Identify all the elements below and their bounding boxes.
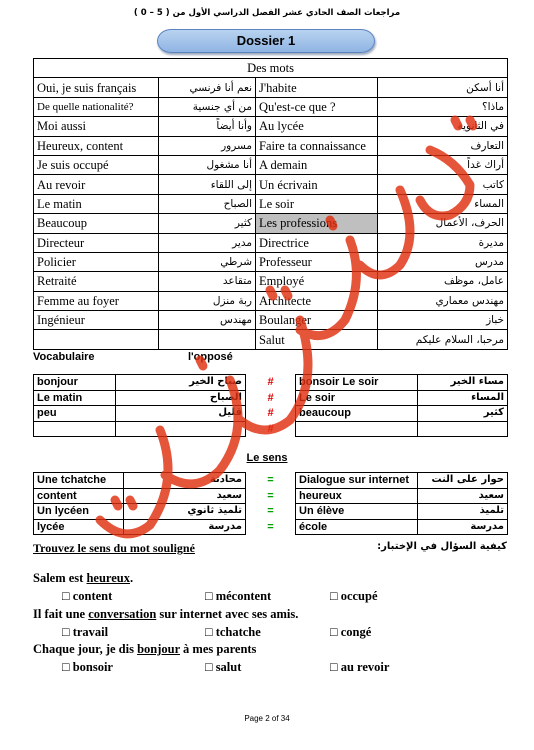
option-label: travail	[72, 625, 109, 639]
opp-ar-opposite: المساء	[418, 390, 508, 406]
vocab-row	[34, 175, 508, 194]
sens-row	[34, 519, 508, 535]
opp-fr-opposite: beaucoup	[296, 406, 418, 422]
checkbox-icon[interactable]: □	[330, 589, 338, 603]
sens-fr-word: lycée	[34, 519, 124, 535]
vocab-fr-right: Les professions	[256, 214, 378, 233]
vocab-ar-left: أنا مشغول	[159, 155, 256, 174]
option-label: salut	[215, 660, 242, 674]
vocab-ar-left	[159, 330, 256, 349]
opposite-row	[34, 406, 508, 422]
opposite-row	[34, 375, 508, 391]
vocab-fr-left: Directeur	[34, 233, 159, 252]
vocab-row	[34, 330, 508, 349]
checkbox-icon[interactable]: □	[205, 660, 213, 674]
vocab-ar-left: الصباح	[159, 194, 256, 213]
opposite-row	[34, 390, 508, 406]
answer-option[interactable]	[330, 625, 371, 640]
vocab-fr-left: Le matin	[34, 194, 159, 213]
opp-fr-word: bonjour	[34, 375, 116, 391]
underlined-word: heureux	[86, 571, 130, 585]
vocab-fr-left: Moi aussi	[34, 117, 159, 136]
sens-equals-sign: =	[267, 505, 274, 518]
answer-option[interactable]	[62, 589, 112, 604]
sens-fr-synonym: heureux	[296, 488, 418, 504]
vocab-ar-right: ماذا؟	[378, 97, 508, 116]
vocab-ar-right: أراك غداً	[378, 155, 508, 174]
sens-equals-sign: =	[267, 520, 274, 533]
vocab-ar-left: شرطي	[159, 252, 256, 271]
vocab-fr-right: Employé	[256, 272, 378, 291]
answer-option[interactable]	[62, 660, 113, 675]
opposite-label: l'opposé	[188, 351, 233, 363]
vocab-row	[34, 117, 508, 136]
sens-fr-word: Une tchatche	[34, 473, 124, 489]
sens-ar-word: محادثة	[124, 473, 246, 489]
sens-ar-word: سعيد	[124, 488, 246, 504]
vocab-ar-right: مرحبا، السلام عليكم	[378, 330, 508, 349]
vocab-row	[34, 233, 508, 252]
instruction-ar: كيفية السؤال في الإختبار:	[377, 541, 507, 552]
vocab-fr-left: De quelle nationalité?	[34, 97, 159, 116]
vocab-ar-left: إلى اللقاء	[159, 175, 256, 194]
vocab-ar-right: خباز	[378, 311, 508, 330]
vocab-ar-right: مديرة	[378, 233, 508, 252]
vocab-fr-left: Heureux, content	[34, 136, 159, 155]
vocab-ar-left: كثير	[159, 214, 256, 233]
question-2: Il fait une conversation sur internet avec ses amis.	[33, 607, 299, 621]
checkbox-icon[interactable]: □	[62, 660, 70, 674]
sens-ar-word: مدرسة	[124, 519, 246, 535]
answer-option[interactable]	[205, 625, 261, 640]
vocab-fr-right: A demain	[256, 155, 378, 174]
option-label: content	[72, 589, 113, 603]
vocab-row	[34, 194, 508, 213]
vocab-fr-right: Un écrivain	[256, 175, 378, 194]
sens-ar-synonym: مدرسة	[418, 519, 508, 535]
opp-fr-word: peu	[34, 406, 116, 422]
sens-ar-synonym: سعيد	[418, 488, 508, 504]
vocab-fr-left: Policier	[34, 252, 159, 271]
vocab-fr-right: Salut	[256, 330, 378, 349]
opp-fr-word	[34, 421, 116, 437]
checkbox-icon[interactable]: □	[205, 589, 213, 603]
exercise-instruction	[33, 541, 507, 557]
vocab-ar-left: من أي جنسية	[159, 97, 256, 116]
vocab-row	[34, 311, 508, 330]
question-1: Salem est heureux.	[33, 571, 134, 585]
sens-row	[34, 473, 508, 489]
sens-fr-synonym: Dialogue sur internet	[296, 473, 418, 489]
option-label: congé	[340, 625, 372, 639]
vocab-fr-left: Ingénieur	[34, 311, 159, 330]
underlined-word: conversation	[88, 607, 157, 621]
option-label: au revoir	[340, 660, 390, 674]
sens-equals-sign: =	[267, 474, 274, 487]
sens-fr-word: content	[34, 488, 124, 504]
sens-ar-synonym: تلميذ	[418, 504, 508, 520]
vocab-fr-left: Au revoir	[34, 175, 159, 194]
question-3: Chaque jour, je dis bonjour à mes parents	[33, 642, 257, 656]
sens-row	[34, 504, 508, 520]
vocab-fr-right: Qu'est-ce que ?	[256, 97, 378, 116]
vocab-fr-right: Boulanger	[256, 311, 378, 330]
vocab-fr-right: Le soir	[256, 194, 378, 213]
vocab-row	[34, 78, 508, 97]
opp-hash-sign: #	[267, 422, 274, 435]
opp-hash-sign: #	[267, 407, 274, 420]
sens-ar-word: تلميذ ثانوي	[124, 504, 246, 520]
vocab-ar-right: الحرف، الأعمال	[378, 214, 508, 233]
opp-fr-opposite: Le soir	[296, 390, 418, 406]
page-footer: Page 2 of 34	[244, 714, 290, 723]
vocabulary-labels	[33, 351, 507, 367]
answer-option[interactable]	[330, 589, 378, 604]
opp-fr-opposite	[296, 421, 418, 437]
vocab-fr-right: J'habite	[256, 78, 378, 97]
vocab-ar-right: كاتب	[378, 175, 508, 194]
vocab-ar-left: مهندس	[159, 311, 256, 330]
vocab-ar-left: نعم أنا فرنسي	[159, 78, 256, 97]
option-label: occupé	[340, 589, 378, 603]
underlined-word: bonjour	[137, 642, 180, 656]
dossier-title: Dossier 1	[157, 29, 375, 53]
sens-row	[34, 488, 508, 504]
vocab-fr-left: Oui, je suis français	[34, 78, 159, 97]
vocab-fr-right: Directrice	[256, 233, 378, 252]
opp-hash-sign: #	[267, 391, 274, 404]
vocab-ar-left: متقاعد	[159, 272, 256, 291]
vocab-row	[34, 291, 508, 310]
checkbox-icon[interactable]: □	[330, 625, 338, 639]
opp-ar-opposite	[418, 421, 508, 437]
vocab-ar-right: التعارف	[378, 136, 508, 155]
checkbox-icon[interactable]: □	[62, 589, 70, 603]
opp-ar-opposite: كثير	[418, 406, 508, 422]
opp-ar-word: الصباح	[116, 390, 246, 406]
option-label: tchatche	[215, 625, 261, 639]
vocab-ar-left: ربة منزل	[159, 291, 256, 310]
vocab-table-title: Des mots	[34, 59, 508, 78]
vocab-fr-right: Professeur	[256, 252, 378, 271]
checkbox-icon[interactable]: □	[62, 625, 70, 639]
vocab-ar-right: مهندس معماري	[378, 291, 508, 310]
vocabulary-label: Vocabulaire	[33, 351, 95, 363]
sens-fr-synonym: Un élève	[296, 504, 418, 520]
answer-option[interactable]	[62, 625, 108, 640]
opp-ar-word: صباح الخير	[116, 375, 246, 391]
opp-fr-opposite: bonsoir Le soir	[296, 375, 418, 391]
vocab-ar-right: أنا أسكن	[378, 78, 508, 97]
option-label: bonsoir	[72, 660, 113, 674]
vocab-ar-left: مدير	[159, 233, 256, 252]
option-label: mécontent	[215, 589, 272, 603]
vocab-ar-right: في الثانوية	[378, 117, 508, 136]
opp-ar-word	[116, 421, 246, 437]
opp-hash-sign: #	[267, 376, 274, 389]
page-header: مراجعات الصف الحادي عشر الفصل الدراسي الأول من ( 5 – 0 )	[133, 8, 401, 18]
instruction-fr: Trouvez le sens du mot souligné	[33, 541, 195, 555]
checkbox-icon[interactable]: □	[205, 625, 213, 639]
vocab-ar-right: عامل، موظف	[378, 272, 508, 291]
vocab-ar-left: مسرور	[159, 136, 256, 155]
sens-fr-synonym: école	[296, 519, 418, 535]
opp-ar-word: قليل	[116, 406, 246, 422]
vocab-table	[33, 58, 508, 350]
opposite-row	[34, 421, 508, 437]
vocab-fr-right: Architecte	[256, 291, 378, 310]
opp-ar-opposite: مساء الخير	[418, 375, 508, 391]
answer-option[interactable]	[330, 660, 389, 675]
vocab-fr-left: Retraité	[34, 272, 159, 291]
opp-fr-word: Le matin	[34, 390, 116, 406]
sens-table	[33, 472, 508, 535]
answer-option[interactable]	[205, 589, 271, 604]
vocab-fr-left	[34, 330, 159, 349]
vocab-row	[34, 214, 508, 233]
vocab-fr-left: Beaucoup	[34, 214, 159, 233]
vocab-fr-right: Au lycée	[256, 117, 378, 136]
sens-title: Le sens	[246, 452, 288, 464]
vocab-ar-right: المساء	[378, 194, 508, 213]
checkbox-icon[interactable]: □	[330, 660, 338, 674]
vocab-row	[34, 272, 508, 291]
sens-fr-word: Un lycéen	[34, 504, 124, 520]
answer-option[interactable]	[205, 660, 241, 675]
vocab-ar-left: وأنا أيضاً	[159, 117, 256, 136]
opposite-table	[33, 374, 508, 437]
vocab-row	[34, 97, 508, 116]
vocab-row	[34, 252, 508, 271]
vocab-fr-left: Je suis occupé	[34, 155, 159, 174]
vocab-ar-right: مدرس	[378, 252, 508, 271]
sens-equals-sign: =	[267, 489, 274, 502]
vocab-row	[34, 155, 508, 174]
sens-ar-synonym: حوار على النت	[418, 473, 508, 489]
vocab-row	[34, 136, 508, 155]
vocab-fr-left: Femme au foyer	[34, 291, 159, 310]
vocab-fr-right: Faire ta connaissance	[256, 136, 378, 155]
